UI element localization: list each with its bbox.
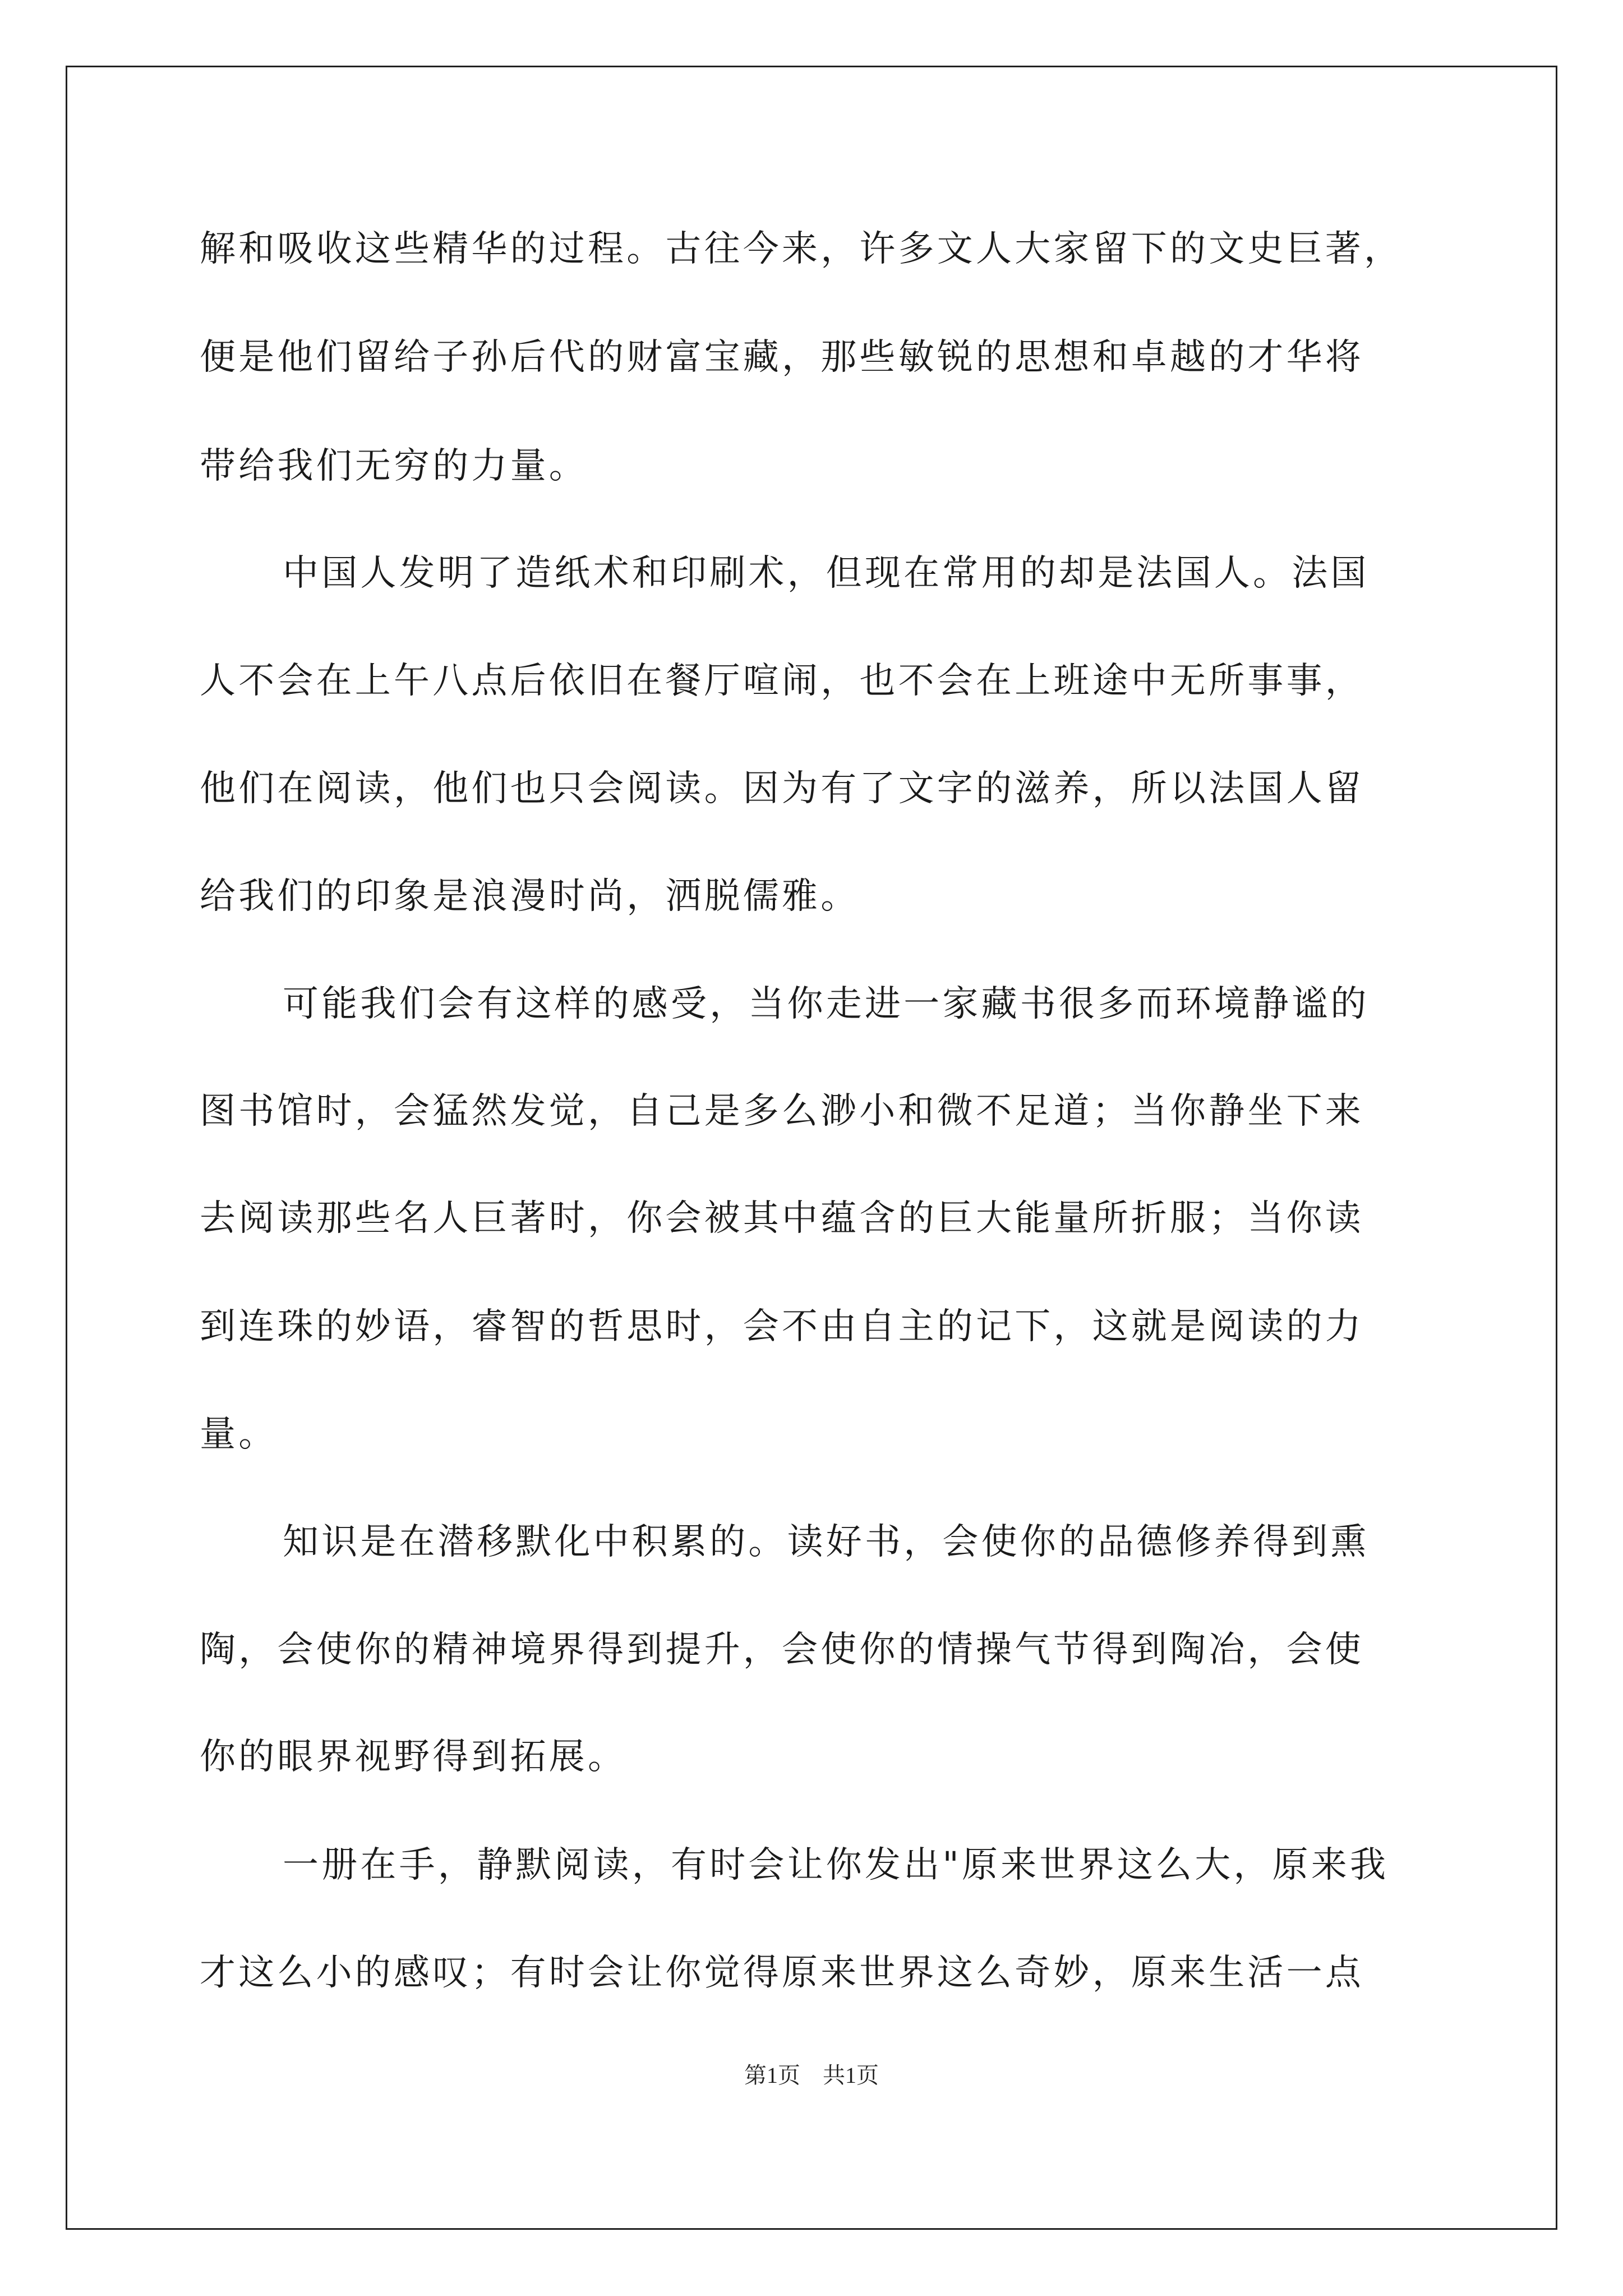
text-line: 陶，会使你的精神境界得到提升，会使你的情操气节得到陶冶，会使 xyxy=(200,1629,1364,1671)
paragraph-start-line: 知识是在潜移默化中积累的。读好书，会使你的品德修养得到熏 xyxy=(283,1521,1370,1563)
paragraph-start-line: 可能我们会有这样的感受，当你走进一家藏书很多而环境静谧的 xyxy=(283,983,1370,1025)
text-line: 给我们的印象是浪漫时尚，洒脱儒雅。 xyxy=(200,876,860,917)
text-line: 带给我们无穷的力量。 xyxy=(200,445,588,487)
text-line: 他们在阅读，他们也只会阅读。因为有了文字的滋养，所以法国人留 xyxy=(200,768,1364,809)
text-line: 到连珠的妙语，睿智的哲思时，会不由自主的记下，这就是阅读的力 xyxy=(200,1306,1364,1347)
text-line: 人不会在上午八点后依旧在餐厅喧闹，也不会在上班途中无所事事， xyxy=(200,660,1364,702)
page-border xyxy=(66,66,1557,2230)
text-line: 图书馆时，会猛然发觉，自己是多么渺小和微不足道；当你静坐下来 xyxy=(200,1091,1364,1132)
text-line: 你的眼界视野得到拓展。 xyxy=(200,1736,627,1778)
paragraph-start-line: 一册在手，静默阅读，有时会让你发出"原来世界这么大，原来我 xyxy=(283,1844,1389,1886)
text-line: 去阅读那些名人巨著时，你会被其中蕴含的巨大能量所折服；当你读 xyxy=(200,1198,1364,1239)
page-number-footer: 第1页 共1页 xyxy=(744,2063,879,2088)
text-line: 量。 xyxy=(200,1414,278,1455)
paragraph-start-line: 中国人发明了造纸术和印刷术，但现在常用的却是法国人。法国 xyxy=(283,553,1370,594)
text-line: 才这么小的感叹；有时会让你觉得原来世界这么奇妙，原来生活一点 xyxy=(200,1952,1364,1994)
text-line: 解和吸收这些精华的过程。古往今来，许多文人大家留下的文史巨著， xyxy=(200,228,1403,270)
text-line: 便是他们留给子孙后代的财富宝藏，那些敏锐的思想和卓越的才华将 xyxy=(200,337,1364,378)
